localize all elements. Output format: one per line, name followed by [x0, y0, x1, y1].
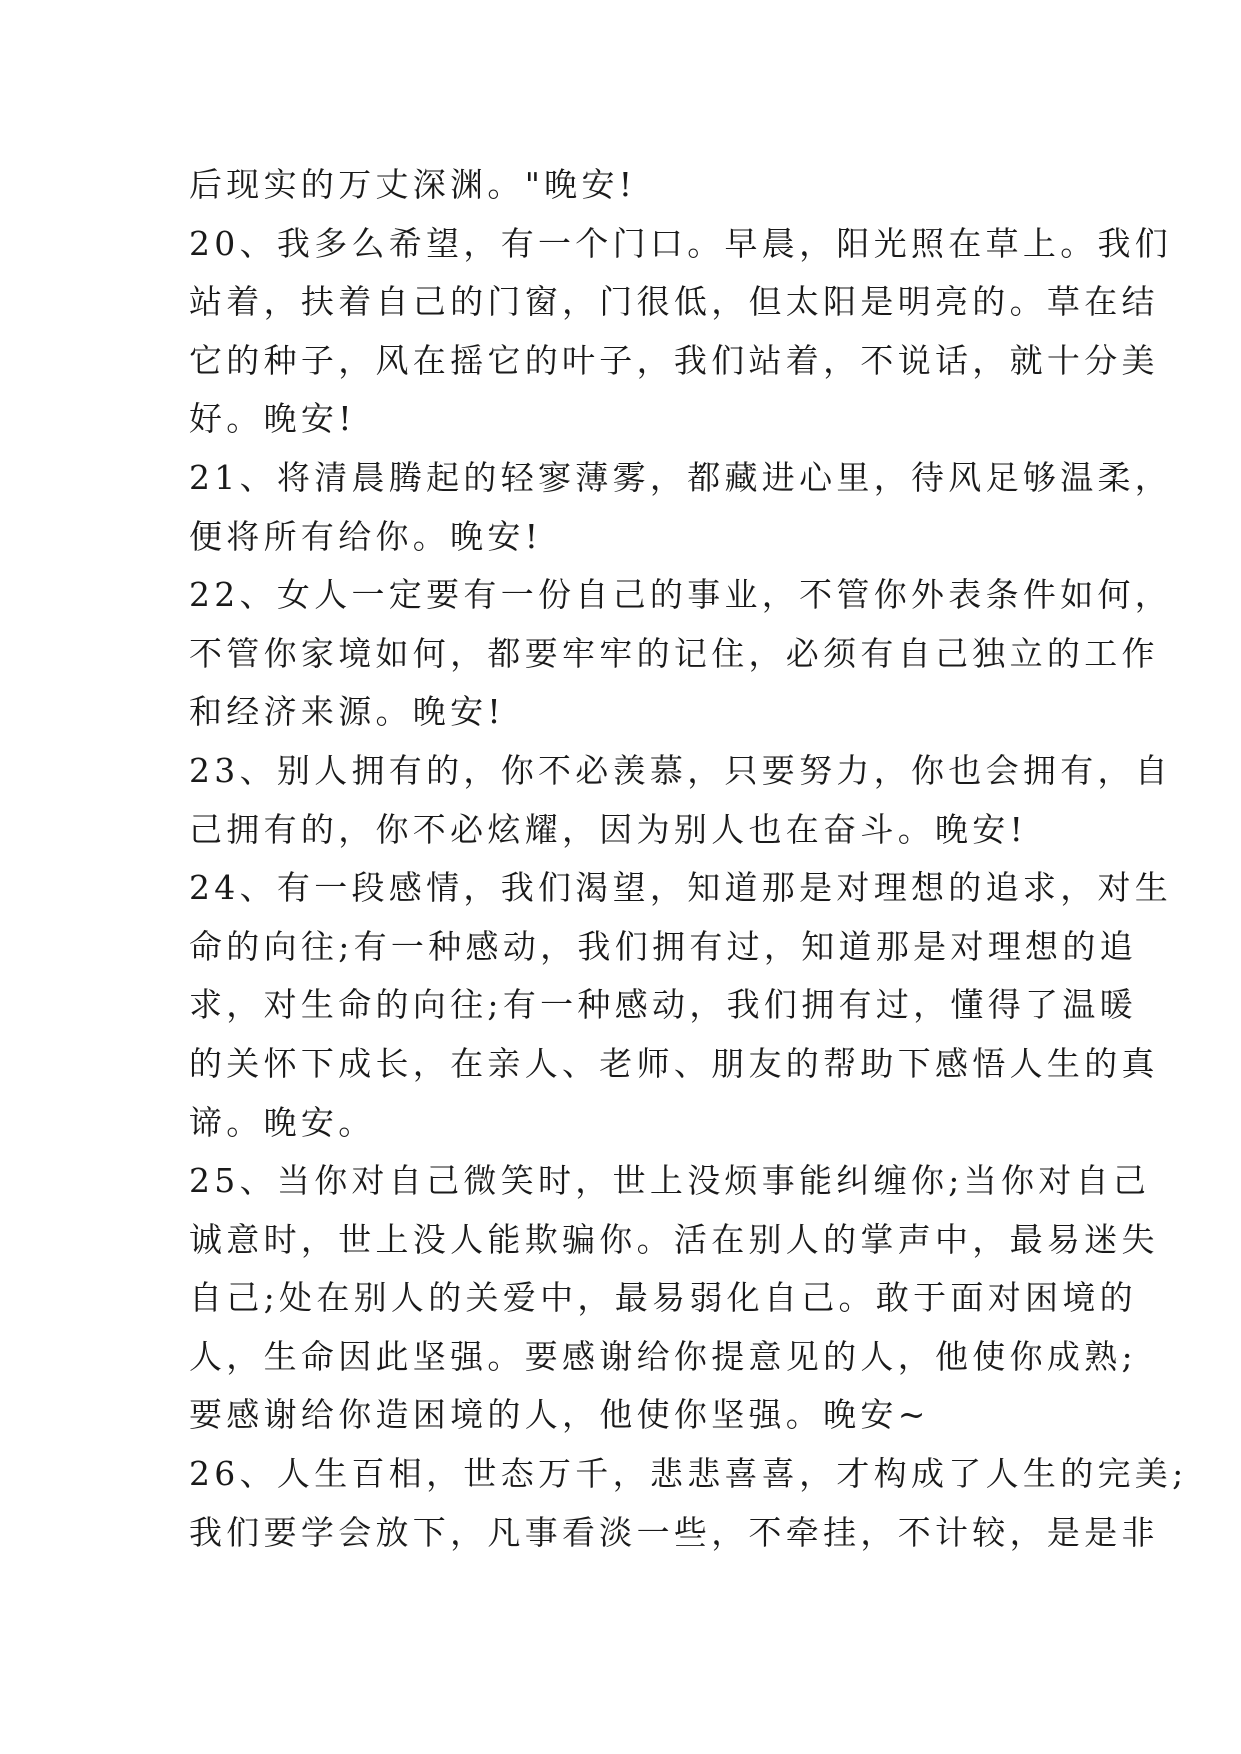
text-line: 25、当你对自己微笑时，世上没烦事能纠缠你;当你对自己 — [189, 1161, 1151, 1201]
text-line: 诚意时，世上没人能欺骗你。活在别人的掌声中，最易迷失 — [189, 1219, 1159, 1259]
text-line: 20、我多么希望，有一个门口。早晨，阳光照在草上。我们 — [189, 223, 1173, 263]
text-line: 站着，扶着自己的门窗，门很低，但太阳是明亮的。草在结 — [189, 282, 1159, 322]
text-line: 后现实的万丈深渊。"晚安! — [189, 165, 637, 204]
text-line: 22、女人一定要有一份自己的事业，不管你外表条件如何， — [189, 575, 1173, 615]
text-line: 23、别人拥有的，你不必羡慕，只要努力，你也会拥有，自 — [189, 750, 1173, 790]
text-line: 好。晚安! — [189, 399, 356, 439]
text-line: 和经济来源。晚安! — [189, 692, 505, 732]
text-line: 便将所有给你。晚安! — [189, 516, 543, 556]
text-line: 自己;处在别人的关爱中，最易弱化自己。敢于面对困境的 — [189, 1278, 1137, 1318]
text-line: 己拥有的，你不必炫耀，因为别人也在奋斗。晚安! — [189, 809, 1028, 849]
text-line: 命的向往;有一种感动，我们拥有过，知道那是对理想的追 — [189, 926, 1137, 966]
text-line: 26、人生百相，世态万千，悲悲喜喜，才构成了人生的完美; — [189, 1454, 1188, 1494]
text-line: 谛。晚安。 — [189, 1102, 376, 1142]
text-line: 24、有一段感情，我们渴望，知道那是对理想的追求，对生 — [189, 868, 1173, 908]
text-line: 我们要学会放下，凡事看淡一些，不牵挂，不计较，是是非 — [189, 1512, 1159, 1552]
text-line: 的关怀下成长，在亲人、老师、朋友的帮助下感悟人生的真 — [189, 1043, 1159, 1083]
text-line: 要感谢给你造困境的人，他使你坚强。晚安~ — [189, 1395, 930, 1435]
text-line: 求，对生命的向往;有一种感动，我们拥有过，懂得了温暖 — [189, 985, 1137, 1025]
body-text — [189, 156, 1188, 1562]
text-line: 21、将清晨腾起的轻寥薄雾，都藏进心里，待风足够温柔， — [189, 457, 1173, 497]
text-line: 不管你家境如何，都要牢牢的记住，必须有自己独立的工作 — [189, 633, 1159, 673]
text-line: 它的种子，风在摇它的叶子，我们站着，不说话，就十分美 — [189, 340, 1159, 380]
text-line: 人，生命因此坚强。要感谢给你提意见的人，他使你成熟; — [189, 1336, 1137, 1376]
